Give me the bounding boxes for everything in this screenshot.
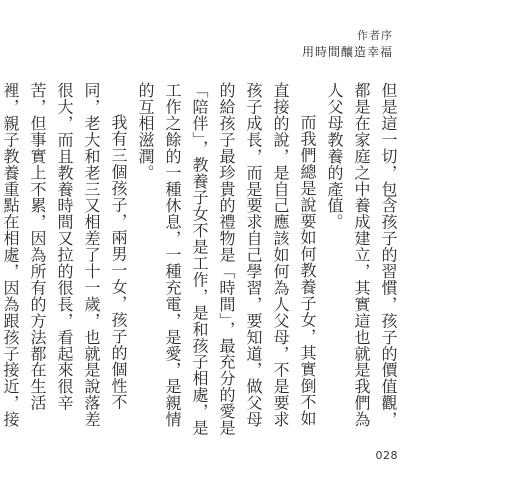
book-title: 用時間釀造幸福 — [301, 45, 393, 59]
section-label: 作者序 — [357, 29, 393, 42]
body-text — [1, 82, 402, 437]
paragraph: 但是這一切，包含孩子的習慣，孩子的價值觀，都是在家庭之中養成建立，其實這也就是我們為人父母教養的產值。 — [325, 82, 398, 428]
paragraph: 我有三個孩子，兩男一女，孩子的個性不同，老大和老三又相差了十一歲，也就是說落差很大，而且教養時間又拉的很長，看起來很辛苦，但事實上不累，因為所有的方法都在生活裡，親子教養重點在相處，因為跟孩子接近，接 — [1, 82, 128, 428]
running-header — [302, 28, 393, 61]
paragraph: 而我們總是說要如何教養子女，其實倒不如直接的說，是自己應該如何為人父母，不是要求孩子成長，而是要求自己學習，要知道，做父母的給孩子最珍貴的禮物是「時間」，最充分的愛是「陪伴」，教養子女不是工作，是和孩子相處，是工作之餘的一種休息，一種充電，是愛，是親情的互相滋潤。 — [136, 82, 317, 436]
page-number: 028 — [375, 449, 398, 462]
